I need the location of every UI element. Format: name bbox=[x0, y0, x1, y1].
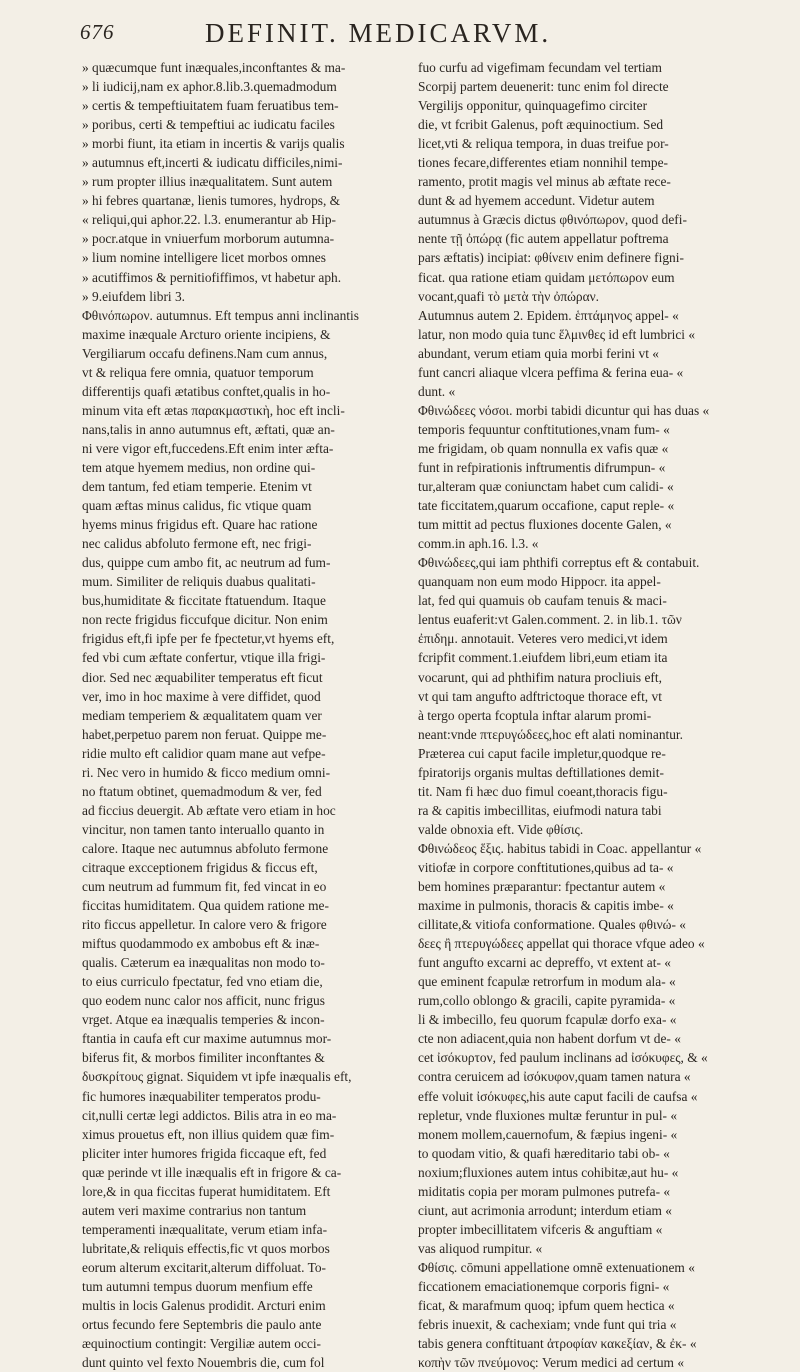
text-line: dem tantum, fed etiam temperie. Etenim vt bbox=[82, 479, 312, 495]
text-line: maxime inæquale Arcturo oriente incipiens, & bbox=[82, 326, 331, 342]
text-line: cillitate,& vitiofa conformatione. Quales φθινώ- « bbox=[418, 917, 686, 933]
text-line: funt angufto excarni ac depreffo, vt extent at- « bbox=[418, 955, 671, 971]
text-line: effe voluit ἰσόκυφες,his aute caput facili de caufsa « bbox=[418, 1088, 698, 1104]
text-line: Φθίσις. cōmuni appellatione omnē extenuationem « bbox=[418, 1259, 695, 1275]
text-line: minum vita eft ætas παρακμαστικὴ, hoc eft incli- bbox=[82, 402, 345, 418]
text-line: » acutiffimos & pernitiofiffimos, vt habetur aph. bbox=[82, 269, 342, 285]
text-line: licet,vti & reliqua tempora, in duas treifue por- bbox=[418, 136, 669, 152]
text-line: æquinoctium contingit: Vergiliæ autem occi- bbox=[82, 1336, 322, 1352]
text-line: vincitur, non tamen tanto interuallo quanto in bbox=[82, 821, 325, 837]
text-line: maxime in pulmonis, thoracis & capitis imbe- « bbox=[418, 898, 674, 914]
text-line: » 9.eiufdem libri 3. bbox=[82, 288, 186, 304]
left-column bbox=[82, 58, 402, 1372]
text-line: κοπὴν τῶν πνεύμονος: Verum medici ad certum « bbox=[418, 1355, 685, 1371]
text-line: no ftatum obtinet, quemadmodum & ver, fed bbox=[82, 783, 322, 799]
text-line: vt & reliqua fere omnia, quatuor temporum bbox=[82, 364, 314, 380]
text-line: que eminent fcapulæ retrorfum in modum ala- « bbox=[418, 974, 676, 990]
text-line: Φθινώδεος ἕξις. habitus tabidi in Coac. appellantur « bbox=[418, 840, 702, 856]
text-line: ficcitas humiditatem. Qua quidem ratione me- bbox=[82, 898, 329, 914]
text-line: bus,humiditate & ficcitate ftatuendum. Itaque bbox=[82, 593, 326, 609]
text-line: δεες ἢ πτερυγώδεες appellat qui thorace vfque adeo « bbox=[418, 936, 705, 952]
text-line: ficcationem emaciationemque corporis figni- « bbox=[418, 1279, 670, 1294]
text-line: » poribus, certi & tempeftiui ac iudicatu faciles bbox=[82, 117, 335, 133]
text-line: non recte frigidus ficcufque dicitur. Non enim bbox=[82, 612, 328, 628]
text-line: ri. Nec vero in humido & ficco medium omni- bbox=[82, 764, 331, 780]
running-head: DEFINIT. MEDICARVM. bbox=[205, 18, 552, 48]
text-line: calore. Itaque nec autumnus abfoluto fermone bbox=[82, 840, 329, 856]
text-line: autumnus à Græcis dictus φθινόπωρον, quod defi- bbox=[418, 212, 687, 228]
text-line: temporis fequuntur conftitutiones,vnam fum- « bbox=[418, 421, 670, 437]
text-line: nente τῇ ὀπώρᾳ (fic autem appellatur poftrema bbox=[418, 231, 669, 247]
text-line: pliciter inter humores frigida ficcaque eft, fed bbox=[82, 1145, 327, 1161]
text-line: tur,alteram quæ coniunctam habet cum calidi- « bbox=[418, 479, 674, 495]
text-line: » quæcumque funt inæquales,inconftantes & ma- bbox=[82, 60, 346, 75]
text-line: « reliqui,qui aphor.22. l.3. enumerantur ab Hip- bbox=[82, 212, 336, 228]
text-line: mediam temperiem & æqualitatem quam ver bbox=[82, 707, 322, 723]
text-line: à tergo operta fcoptula inftar alarum promi- bbox=[418, 707, 652, 723]
text-line: ortus fecundo fere Septembris die paulo ante bbox=[82, 1317, 322, 1333]
text-line: lubritate,& reliquis effectis,fic vt quos morbos bbox=[82, 1240, 330, 1256]
text-line: quo eodem nunc calor nos afficit, nunc frigus bbox=[82, 993, 325, 1009]
text-line: vas aliquod rumpitur. « bbox=[418, 1240, 543, 1256]
text-line: ciunt, aut acrimonia arrodunt; interdum etiam « bbox=[418, 1202, 672, 1218]
text-line: qualis. Cæterum ea inæqualitas non modo to- bbox=[82, 955, 325, 971]
text-line: abundant, verum etiam quia morbi ferini vt « bbox=[418, 345, 659, 361]
text-line: monem mollem,cauernofum, & fæpius ingeni- « bbox=[418, 1126, 678, 1142]
text-line: Φθινόπωρον. autumnus. Eft tempus anni inclinantis bbox=[82, 307, 359, 323]
text-line: li & imbecillo, feu quorum fcapulæ dorfo exa- « bbox=[418, 1012, 677, 1028]
text-line: cet ἰσόκυρτον, fed paulum inclinans ad ἰσόκυφες, & « bbox=[418, 1050, 708, 1066]
text-line: tum mittit ad pectus fluxiones docente Galen, « bbox=[418, 517, 672, 533]
text-line: tate ficcitatem,quarum occafione, caput reple- « bbox=[418, 498, 675, 514]
text-line: dunt & ad hyemem accedunt. Videtur autem bbox=[418, 193, 655, 209]
text-line: tiones fecare,differentes etiam nonnihil tempe- bbox=[418, 155, 668, 171]
text-line: ramento, protit magis vel minus ab æftate rece- bbox=[418, 174, 671, 190]
right-column bbox=[418, 58, 774, 1372]
text-line: lentus euaferit:vt Galen.comment. 2. in lib.1. τῶν bbox=[418, 612, 682, 628]
text-line: autem veri maxime contrarius non tantum bbox=[82, 1202, 307, 1218]
text-line: fed vbi cum æftate confertur, vtique illa frigi- bbox=[82, 650, 326, 666]
text-line: contra ceruicem ad ἰσόκυφον,quam tamen natura « bbox=[418, 1069, 691, 1085]
text-line: quam æftas minus calidus, fic vtique quam bbox=[82, 498, 312, 514]
text-line: frigidus eft,fi ipfe per fe fpectetur,vt hyems eft, bbox=[82, 631, 335, 647]
text-line: lat, fed qui quamuis ob caufam tenuis & maci- bbox=[418, 593, 667, 609]
text-line: differentijs quafi ætatibus conftet,qualis in ho- bbox=[82, 383, 331, 399]
text-line: citraque excceptionem frigidus & ficcus eft, bbox=[82, 859, 318, 875]
text-line: nans,talis in anno autumnus eft, æftati, quæ an- bbox=[82, 421, 335, 437]
text-line: » rum propter illius inæqualitatem. Sunt autem bbox=[82, 174, 333, 190]
text-line: tabis genera conftituant ἀτροφίαν κακεξίαν, & ἐκ- « bbox=[418, 1336, 697, 1352]
text-line: quæ perinde vt ille inæqualis eft in frigore & ca- bbox=[82, 1164, 342, 1180]
text-line: ximus prouetus eft, non illius quidem quæ fim- bbox=[82, 1126, 335, 1142]
text-line: lore,& in qua ficcitas fuperat humiditatem. Eft bbox=[82, 1183, 331, 1199]
text-line: neant:vnde πτερυγώδεες,hoc eft alati nominantur. bbox=[418, 726, 684, 742]
text-line: latur, non modo quia tunc ἕλμινθες id eft lumbrici « bbox=[418, 326, 696, 342]
text-line: habet,perpetuo parem non feruat. Quippe me- bbox=[82, 726, 327, 742]
text-line: tum autumni tempus duorum menfium effe bbox=[82, 1279, 313, 1294]
text-line: cum neutrum ad fummum fit, fed vincat in eo bbox=[82, 879, 327, 895]
text-line: vt qui tam angufto adftrictoque thorace eft, vt bbox=[418, 688, 662, 704]
text-line: Φθινώδεες,qui iam phthifi correptus eft & contabuit. bbox=[418, 555, 700, 571]
text-line: fuo curfu ad vigefimam fecundam vel tertiam bbox=[418, 60, 662, 75]
text-line: fpiratorijs organis multas deftillationes demit- bbox=[418, 764, 664, 780]
text-line: biferus fit, & morbos fimiliter inconftantes & bbox=[82, 1050, 325, 1066]
text-line: vocarunt, qui ad phthifim natura procliuis eft, bbox=[418, 669, 662, 685]
text-line: Vergiliarum occafu definens.Nam cum annus, bbox=[82, 345, 328, 361]
text-line: » hi febres quartanæ, lienis tumores, hydrops, & bbox=[82, 193, 341, 209]
text-line: Scorpij partem deuenerit: tunc enim fol directe bbox=[418, 79, 669, 95]
text-line: ni vere vigor eft,fuccedens.Eft enim inter æfta- bbox=[82, 440, 334, 456]
text-line: repletur, vnde fluxiones multæ feruntur in pul- « bbox=[418, 1107, 678, 1123]
page-header bbox=[0, 18, 800, 54]
text-line: me frigidam, ob quam nonnulla ex vafis quæ « bbox=[418, 440, 669, 456]
text-line: temperamenti inæqualitate, verum etiam infa- bbox=[82, 1221, 328, 1237]
text-line: rum,collo oblongo & gracili, capite pyramida- « bbox=[418, 993, 676, 1009]
text-line: ficat. qua ratione etiam quidam μετόπωρον eum bbox=[418, 269, 675, 285]
text-line: fic humores inæquabiliter temperatos produ- bbox=[82, 1088, 321, 1104]
text-line: to eius curriculo fpectatur, fed vno etiam die, bbox=[82, 974, 323, 990]
text-line: multis in locis Galenus prodidit. Arcturi enim bbox=[82, 1298, 326, 1314]
text-line: tit. Nam fi hæc duo fimul coeant,thoracis figu- bbox=[418, 783, 668, 799]
text-line: ad ficcius deuergit. Ab æftate vero etiam in hoc bbox=[82, 802, 336, 818]
text-line: miditatis copia per moram pulmones putrefa- « bbox=[418, 1183, 671, 1199]
text-line: funt cancri aliaque vlcera peffima & ferina eua- « bbox=[418, 364, 684, 380]
text-line: » lium nomine intelligere licet morbos omnes bbox=[82, 250, 326, 266]
text-line: Vergilijs opponitur, quinquagefimo circiter bbox=[418, 98, 648, 114]
text-line: mum. Similiter de reliquis duabus qualitati- bbox=[82, 574, 316, 590]
page-number: 676 bbox=[80, 20, 115, 44]
text-line: cit,nulli certæ legi addictos. Bilis atra in eo ma- bbox=[82, 1107, 337, 1123]
text-line: tem atque hyemem medius, non ordine qui- bbox=[82, 459, 316, 475]
text-line: comm.in aph.16. l.3. « bbox=[418, 536, 539, 552]
text-line: ridie multo eft calidior quam mane aut vefpe- bbox=[82, 745, 326, 761]
text-line: fcripfit comment.1.eiufdem libri,eum etiam ita bbox=[418, 650, 668, 666]
text-line: » li iudicij,nam ex aphor.8.lib.3.quemadmodum bbox=[82, 79, 337, 95]
text-line: Præterea cui caput facile impletur,quodque re- bbox=[418, 745, 666, 761]
text-line: ficat, & marafmum quoq; ipfum quem hectica « bbox=[418, 1298, 675, 1314]
text-line: funt in refpirationis inftrumentis difrumpun- « bbox=[418, 459, 666, 475]
text-line: vrget. Atque ea inæqualis temperies & incon- bbox=[82, 1012, 325, 1028]
text-line: » certis & tempeftiuitatem fuam feruatibus tem- bbox=[82, 98, 339, 114]
text-line: dunt. « bbox=[418, 383, 456, 399]
text-line: δυσκρίτους gignat. Siquidem vt ipfe inæqualis eft, bbox=[82, 1069, 352, 1085]
text-line: quanquam non eum modo Hippocr. ita appel- bbox=[418, 574, 661, 590]
text-line: » pocr.atque in vniuerfum morborum autumna- bbox=[82, 231, 335, 247]
text-line: cte non adiacent,quia non habent dorfum vt de- « bbox=[418, 1031, 681, 1047]
text-line: eorum alterum excitarit,alterum diffoluat. To- bbox=[82, 1259, 326, 1275]
text-line: dior. Sed nec æquabiliter temperatus eft ficut bbox=[82, 669, 323, 685]
text-line: ftantia in caufa eft cur maxime autumnus mor- bbox=[82, 1031, 332, 1047]
text-line: ra & capitis imbecillitas, eiufmodi natura tabi bbox=[418, 802, 662, 818]
text-line: » autumnus eft,incerti & iudicatu difficiles,nimi- bbox=[82, 155, 343, 171]
text-line: ver, imo in hoc maxime à vere diffidet, quod bbox=[82, 688, 321, 704]
text-line: nec calidus abfoluto fermone eft, nec frigi- bbox=[82, 536, 312, 552]
text-line: hyems minus frigidus eft. Quare hac ratione bbox=[82, 517, 318, 533]
text-line: noxium;fluxiones autem intus cohibitæ,aut hu- « bbox=[418, 1164, 679, 1180]
text-line: dunt quinto vel fexto Nouembris die, cum fol bbox=[82, 1355, 325, 1371]
text-line: miftus quodammodo ex ambobus eft & inæ- bbox=[82, 936, 320, 952]
text-line: pars æftatis) incipiat: φθίνειν enim definere figni- bbox=[418, 250, 684, 266]
text-line: propter imbecillitatem vifceris & anguftiam « bbox=[418, 1221, 663, 1237]
text-line: vocant,quafi τὸ μετὰ τὴν ὀπώραν. bbox=[418, 288, 600, 304]
text-line: to quodam vitio, & quafi hæreditario tabi ob- « bbox=[418, 1145, 670, 1161]
text-line: Autumnus autem 2. Epidem. ἑπτάμηνος appel- « bbox=[418, 307, 679, 323]
text-line: dus, quippe cum ambo fit, ac neutrum ad fum- bbox=[82, 555, 331, 571]
text-line: » morbi fiunt, ita etiam in incertis & varijs qualis bbox=[82, 136, 345, 152]
text-line: rito ficcus appelletur. In calore vero & frigore bbox=[82, 917, 327, 933]
text-line: ἐπιδημ. annotauit. Veteres vero medici,vt idem bbox=[418, 631, 668, 647]
text-line: Φθινώδεες νόσοι. morbi tabidi dicuntur qui has duas « bbox=[418, 402, 710, 418]
text-line: die, vt fcribit Galenus, poft æquinoctium. Sed bbox=[418, 117, 664, 133]
text-line: vitiofæ in corpore conftitutiones,quibus ad ta- « bbox=[418, 859, 674, 875]
text-line: febris inuexit, & cachexiam; vnde funt qui tria « bbox=[418, 1317, 677, 1333]
text-line: valde obnoxia eft. Vide φθίσις. bbox=[418, 821, 584, 837]
text-line: bem homines præparantur: fpectantur autem « bbox=[418, 879, 666, 895]
